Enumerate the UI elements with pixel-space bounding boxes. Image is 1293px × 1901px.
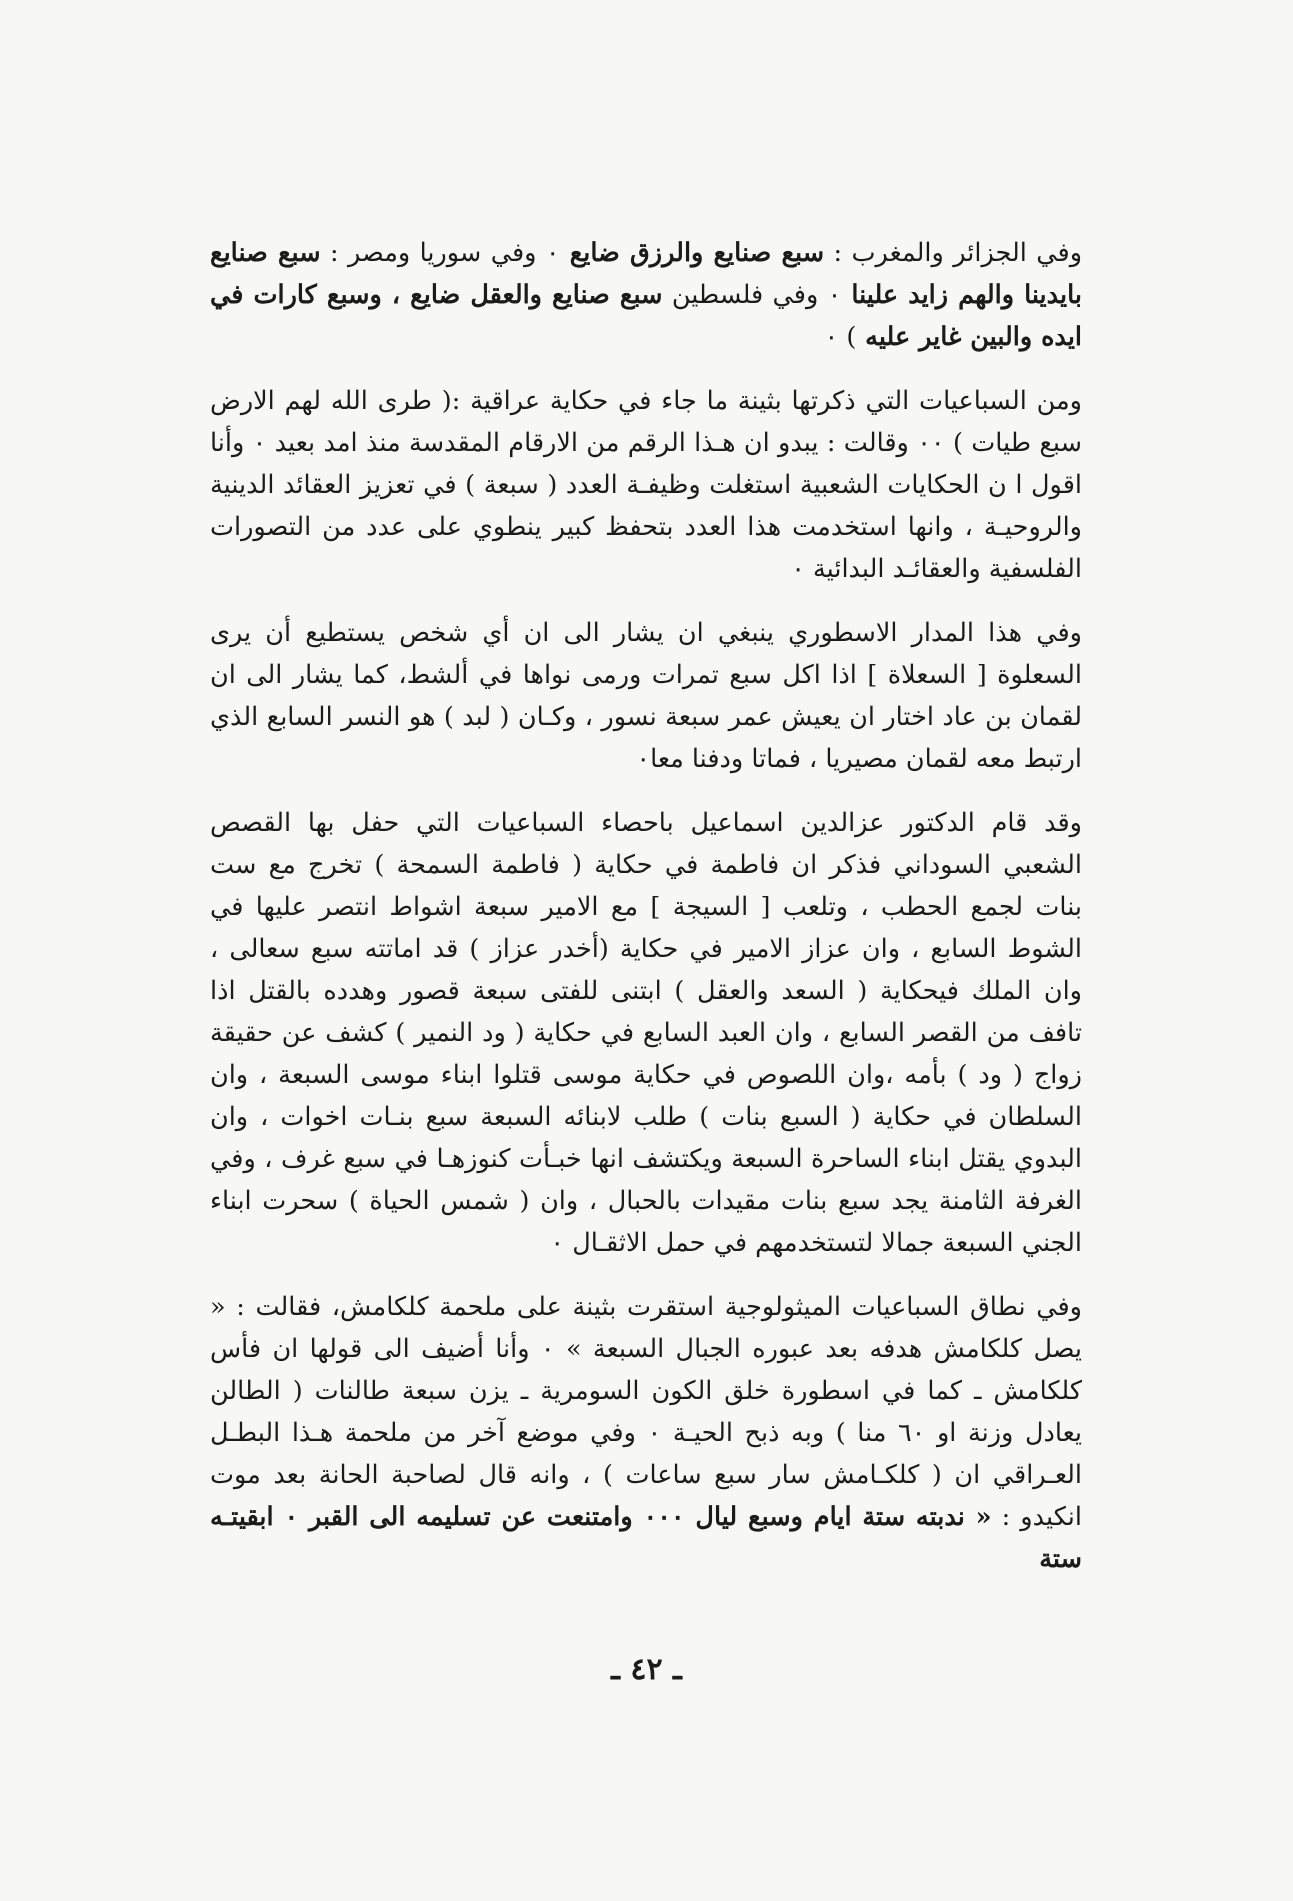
paragraph-1-run-7: ) ٠ bbox=[824, 322, 857, 352]
paragraph-1-run-1: وفي الجزائر والمغرب : bbox=[824, 238, 1083, 268]
page-number: ـ ٤٢ ـ bbox=[611, 1652, 682, 1687]
paragraph-4-run-1: وقد قام الدكتور عزالدين اسماعيل باحصاء السباعيات التي حفل بها القصص الشعبي السوداني فذكر ان فاطمة في حكاية ( فاطمة السمحة ) تخرج مع ست بنات لجمع الحطب ، وتلعب [ السيجة ] مع الامير سبعة اشواط انتصر عليها في الشوط السابع ، وان عزاز الامير في حكاية (أخدر عزاز ) قد اماتته سبع سعالى ، وان الملك فيحكاية ( السعد والعقل ) ابتنى للفتى سبعة قصور وهدده بالقتل اذا تافف من القصر السابع ، وان العبد السابع في حكاية ( ود النمير ) كشف عن حقيقة زواج ( ود ) بأمه ،وان اللصوص في حكاية موسى قتلوا ابناء موسى السبعة ، وان السلطان في حكاية ( السبع بنات ) طلب لابنائه السبعة سبع بنـات اخوات ، وان البدوي يقتل ابناء الساحرة السبعة ويكتشف انها خبـأت كنوزهـا في سبع غرف ، وفي الغرفة الثامنة يجد سبع بنات مقيدات بالحبال ، وان ( شمس الحياة ) سحرت ابناء الجني السبعة جمالا لتستخدمهم في حمل الاثقـال ٠ bbox=[210, 808, 1082, 1258]
paragraph-5 bbox=[210, 1286, 1082, 1580]
paragraph-3-run-1: وفي هذا المدار الاسطوري ينبغي ان يشار الى ان أي شخص يستطيع أن يرى السعلوة [ السعلاة ] اذا اكل سبع تمرات ورمى نواها في ألشط، كما يشار الى ان لقمان بن عاد اختار ان يعيش عمر سبعة نسور ، وكـان ( لبد ) هو النسر السابع الذي ارتبط معه لقمان مصيريا ، فماتا ودفنا معا٠ bbox=[210, 618, 1082, 774]
paragraph-1-run-4: سبع صنايع بايدينا والهم زايد علينا bbox=[210, 238, 1082, 310]
paragraph-3 bbox=[210, 612, 1082, 780]
paragraph-5-run-1: وفي نطاق السباعيات الميثولوجية استقرت بثينة على ملحمة كلكامش، فقالت : « يصل كلكامش هدفه بعد عبوره الجبال السبعة » ٠ وأنا أضيف الى قولها ان فأس كلكامش ـ كما في اسطورة خلق الكون السومرية ـ يزن سبعة طالنات ( الطالن يعادل وزنة او ٦٠ منا ) وبه ذبح الحيـة ٠ وفي موضع آخر من ملحمة هـذا البطـل العـراقي ان ( كلكـامش سار سبع ساعات ) ، وانه قال لصاحبة الحانة بعد موت انكيدو : bbox=[210, 1292, 1082, 1532]
paragraph-1-run-3: ٠ وفي سوريا ومصر : bbox=[320, 238, 560, 268]
page-body bbox=[210, 232, 1082, 1752]
paragraph-1-run-2: سبع صنايع والرزق ضايع bbox=[559, 238, 825, 268]
paragraph-4 bbox=[210, 802, 1082, 1264]
paragraph-2-run-1: ومن السباعيات التي ذكرتها بثينة ما جاء في حكاية عراقية :( طرى الله لهم الارض سبع طيات ) ٠٠ وقالت : يبدو ان هـذا الرقم من الارقام المقدسة منذ امد بعيد ٠ وأنا اقول ا ن الحكايات الشعبية استغلت وظيفـة العدد ( سبعة ) في تعزيز العقائد الدينية والروحيـة ، وانها استخدمت هذا العدد بتحفظ كبير ينطوي على عدد من التصورات الفلسفية والعقائـد البدائية ٠ bbox=[210, 386, 1082, 584]
paragraph-1-run-6: سبع صنايع والعقل ضايع ، وسبع كارات في ايده والبين غاير عليه bbox=[210, 280, 1082, 352]
paragraph-1-run-5: ٠ وفي فلسطين bbox=[662, 280, 842, 310]
paragraph-1 bbox=[210, 232, 1082, 358]
paragraph-2 bbox=[210, 380, 1082, 590]
paragraph-5-run-2: « ندبته ستة ايام وسبع ليال ٠٠٠ وامتنعت عن تسليمه الى القبر ٠ ابقيتـه ستة bbox=[210, 1502, 1082, 1574]
